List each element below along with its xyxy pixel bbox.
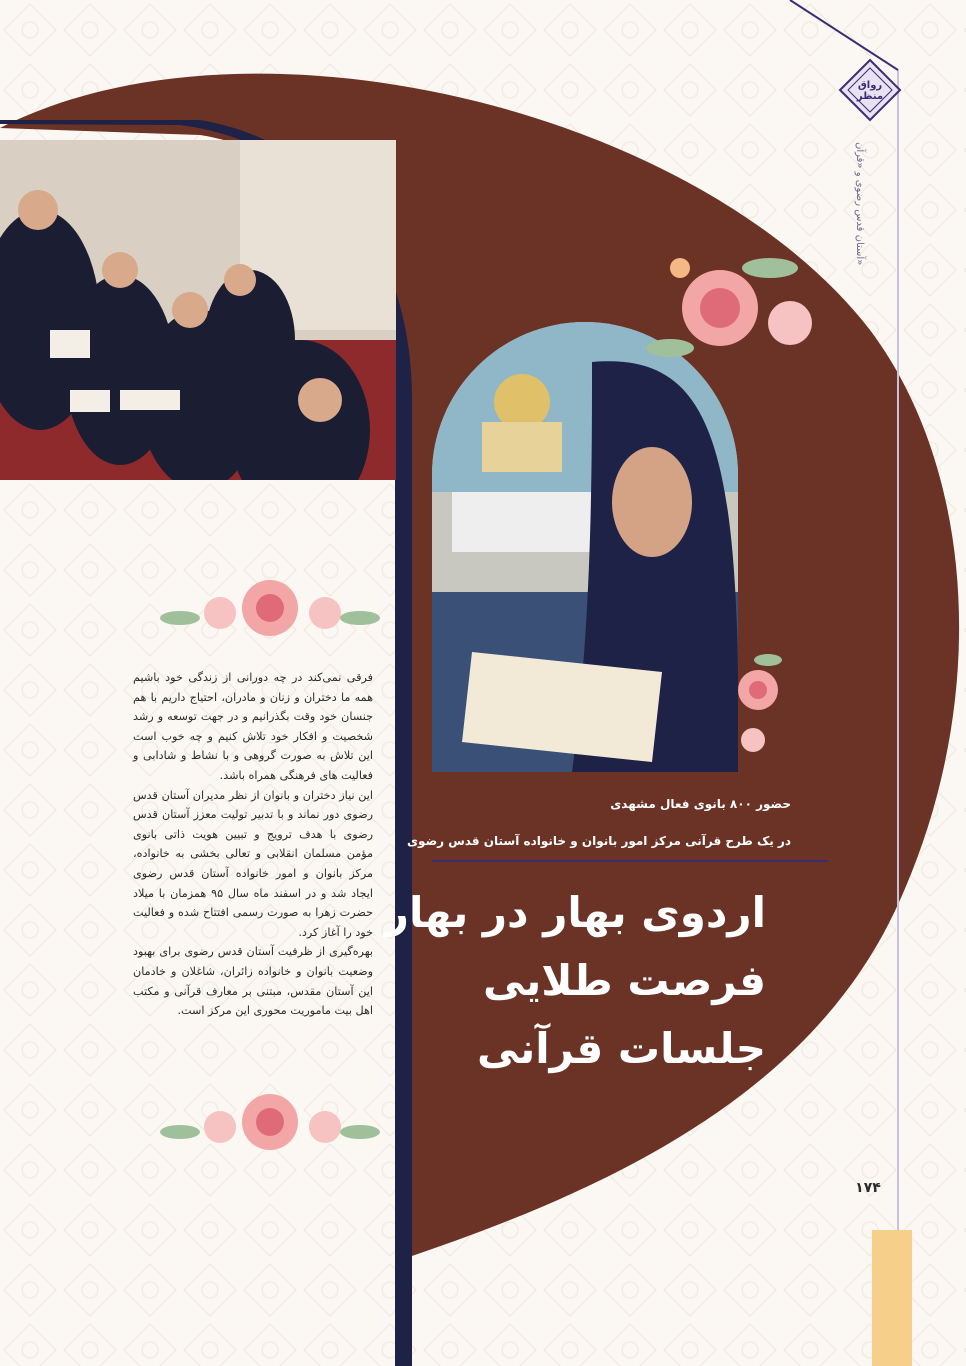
paragraph: این نیاز دختران و بانوان از نظر مدیران آستان قدس رضوی دور نماند و با تدبیر تولیت معزز آستان قدس رضوی با هدف ترویج و تبیین هویت ذاتی بانوی مؤمن مسلمان انقلابی و تعالی بخشی به خانواده، مرکز بانوان و امور خانواده آستان قدس رضوی ایجاد شد و در اسفند ماه سال ۹۵ همزمان با میلاد حضرت زهرا به صورت رسمی افتتاح شده و فعالیت خود را آغاز کرد. [133,788,374,939]
title-line-2: فرصت طلایی [482,956,766,1005]
bottom-strip [872,1230,912,1366]
logo-text: رواق منظر [856,80,884,102]
article-body [133,668,373,1021]
article-deck: در یک طرح قرآنی مرکز امور بانوان و خانواده آستان قدس رضوی [407,834,791,848]
page-number: ۱۷۴ [855,1180,881,1196]
magazine-logo-icon [838,58,902,122]
side-caption: آستان قدس رضوی و «قرآن» [854,142,865,266]
title-line-1: اردوی بهار در بهار [384,888,766,937]
divider [432,860,828,862]
title-line-3: جلسات قرآنی [476,1024,766,1073]
floral-ornament-icon [160,568,380,648]
floral-ornament-icon [728,640,788,780]
floral-ornament-icon [640,228,840,398]
paragraph: بهره‌گیری از ظرفیت آستان قدس رضوی برای بهبود وضعیت بانوان و خانواده زائران، شاغلان و خادمان این آستان مقدس، مبتنی بر معارف قرآنی و مکتب اهل بیت ماموریت محوری این مرکز است. [133,945,373,1018]
article-kicker: حضور ۸۰۰ بانوی فعال مشهدی [610,797,791,811]
paragraph: فرقی نمی‌کند در چه دورانی از زندگی خود باشیم همه ما دختران و زنان و مادران، احتیاج داریم با هم جنسان خود وقت بگذرانیم و در جهت توسعه و رشد شخصیت و افکار خود تلاش کنیم و چه خوب است این تلاش به صورت گروهی و با نشاط و شادابی و فعالیت های فرهنگی همراه باشد. [133,671,373,782]
floral-ornament-icon [160,1082,380,1162]
classroom-photo [0,140,396,480]
